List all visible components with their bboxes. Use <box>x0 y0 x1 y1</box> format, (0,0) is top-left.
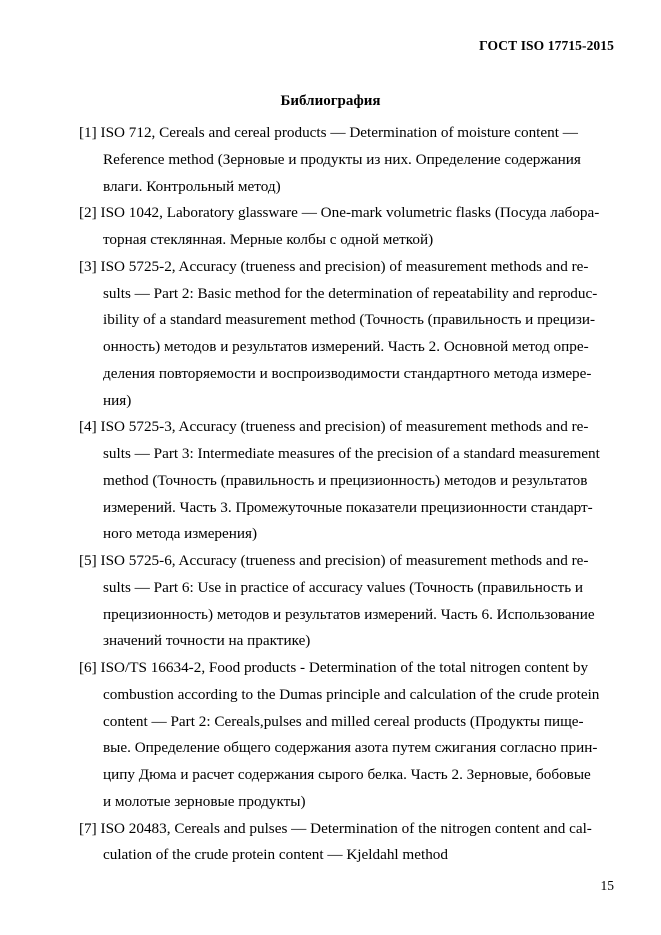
entry-line: влаги. Контрольный метод) <box>103 177 281 195</box>
entry-line: ibility of a standard measurement method (Точность (правильность и прецизи- <box>103 311 596 329</box>
entry-line: sults — Part 2: Basic method for the determination of repeatability and reproduc- <box>103 284 598 302</box>
bibliography-entry-3 <box>79 254 619 415</box>
document-standard-code: ГОСТ ISO 17715-2015 <box>479 38 614 53</box>
bibliography-entry-1 <box>79 120 619 200</box>
entry-line: деления повторяемости и воспроизводимости стандартного метода измере- <box>103 364 592 382</box>
entry-line: вые. Определение общего содержания азота путем сжигания согласно прин- <box>103 739 598 757</box>
entry-line: [6] ISO/TS 16634-2, Food products - Determination of the total nitrogen content by <box>79 659 589 676</box>
entry-line: method (Точность (правильность и прецизионность) методов и результатов <box>103 471 588 489</box>
entry-line: ципу Дюма и расчет содержания сырого белка. Часть 2. Зерновые, бобовые <box>103 766 591 783</box>
entry-line: и молотые зерновые продукты) <box>103 792 306 810</box>
bibliography-entry-5 <box>79 548 619 655</box>
entry-line: [1] ISO 712, Cereals and cereal products — Determination of moisture content — <box>79 124 578 141</box>
section-title-bibliography: Библиография <box>280 93 381 109</box>
entry-line: combustion according to the Dumas principle and calculation of the crude protein <box>103 685 600 703</box>
entry-line: ного метода измерения) <box>103 525 258 543</box>
bibliography-entry-2 <box>79 200 619 254</box>
entry-line: [5] ISO 5725-6, Accuracy (trueness and precision) of measurement methods and re- <box>79 552 589 569</box>
entry-line: прецизионность) методов и результатов измерений. Часть 6. Использование <box>103 605 595 623</box>
entry-line: culation of the crude protein content — Kjeldahl method <box>103 846 448 864</box>
entry-line: торная стеклянная. Мерные колбы с одной меткой) <box>103 231 434 248</box>
entry-line: [4] ISO 5725-3, Accuracy (trueness and precision) of measurement methods and re- <box>79 418 589 436</box>
entry-line: sults — Part 3: Intermediate measures of the precision of a standard measurement <box>103 445 600 462</box>
entry-line: [3] ISO 5725-2, Accuracy (trueness and precision) of measurement methods and re- <box>79 257 589 275</box>
page-number: 15 <box>600 878 614 893</box>
bibliography-entry-7 <box>79 816 619 870</box>
bibliography-list <box>79 120 619 869</box>
entry-line: [2] ISO 1042, Laboratory glassware — One-mark volumetric flasks (Посуда лабора- <box>79 204 600 222</box>
bibliography-entry-4 <box>79 414 619 548</box>
entry-line: измерений. Часть 3. Промежуточные показатели прецизионности стандарт- <box>103 498 593 516</box>
entry-line: content — Part 2: Cereals,pulses and milled cereal products (Продукты пище- <box>103 712 584 730</box>
entry-line: [7] ISO 20483, Cereals and pulses — Determination of the nitrogen content and cal- <box>79 819 592 837</box>
entry-line: sults — Part 6: Use in practice of accuracy values (Точность (правильность и <box>103 578 584 596</box>
entry-line: значений точности на практике) <box>103 632 311 650</box>
entry-line: онность) методов и результатов измерений. Часть 2. Основной метод опре- <box>103 338 589 355</box>
bibliography-entry-6 <box>79 655 619 816</box>
entry-line: ния) <box>103 391 132 409</box>
entry-line: Reference method (Зерновые и продукты из них. Определение содержания <box>103 150 581 168</box>
